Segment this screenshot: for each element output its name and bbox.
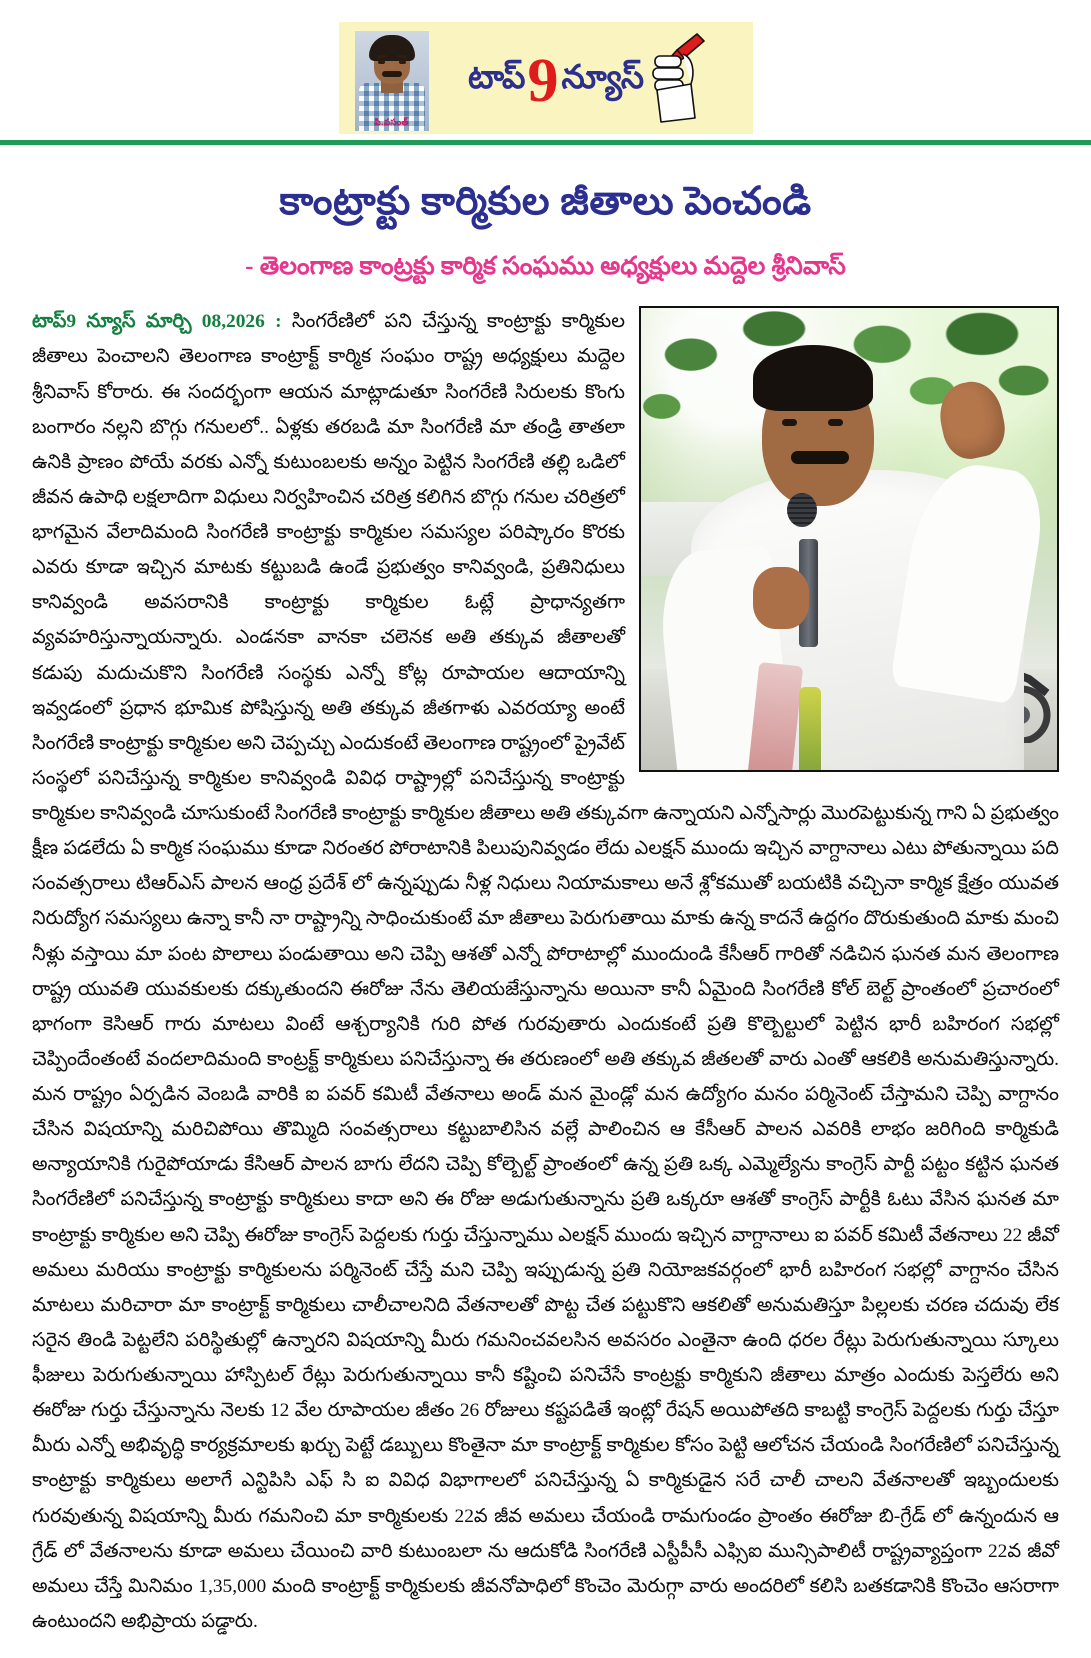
article-dateline: టాప్9 న్యూస్ మార్చి 08,2026 : xyxy=(32,311,292,333)
photo-speaker-scarf-secondary xyxy=(799,687,821,772)
brand-number-nine: 9 xyxy=(527,46,559,115)
page-subtitle: - తెలంగాణ కాంట్రక్టు కార్మిక సంఘము అధ్యక్షులు మద్దెల శ్రీనివాస్ xyxy=(245,253,846,281)
brand-word-news: న్యూస్ xyxy=(561,59,643,96)
photo-speaker-hand-holding-mic xyxy=(753,567,809,629)
article-text-full: అతి తక్కువగా ఉన్నాయని ఎన్నోసార్లు మొరపెట్టుకున్న గాని ఏ ప్రభుత్వం క్షీణ పడలేదు ఏ కార్మిక సంఘము కూడా నిరంతర పోరాటానికి పిలుపునివ్వడం లేదు ఎలక్షన్ ముందు ఇచ్చిన వాగ్దానాలు ఎటు పోతున్నాయి పది సంవత్సరాలు టిఆర్ఎస్ పాలన ఆంధ్ర ప్రదేశ్ లో ఉన్నప్పుడు నీళ్ల నిధులు నియామకాలు అనే శ్లోకముతో బయటికి వచ్చినా కార్మిక క్షేత్రం యువత నిరుద్యోగ సమస్యలు ఉన్నా కానీ నా రాష్ట్రాన్ని సాధించుకుంటే మా జీతాలు పెరుగుతాయి మాకు ఉన్న కాదనే ఉద్దగం దొరుకుతుంది మాకు మంచి నీళ్లు వస్తాయి మా పంట పొలాలు పండుతాయి అని చెప్పి ఆశతో ఎన్నో పోరాటాల్లో ముందుండి కేసీఆర్ గారితో నడిచిన ఘనత మన తెలంగాణ రాష్ట్ర యువతి యువకులకు దక్కుతుందని ఈరోజు నేను తెలియజేస్తున్నాను అయినా కానీ ఏమైంది సింగరేణి కోల్ బెల్ట్ ప్రాంతంలో ప్రచారంలో భాగంగా కెసిఆర్ గారు మాటలు వింటే ఆశ్చర్యానికి గురి పోత గురవుతారు ఎందుకంటే ప్రతి కొల్బెల్టులో పెట్టిన భారీ బహిరంగ సభల్లో చెప్పిందేంతంటే వందలాదిమంది కాంట్రక్ట్ కార్మికులు పనిచేస్తున్నా ఈ తరుణంలో అతి తక్కువ జీతలతో వారు ఎంతో ఆకలికి అనుమతిస్తున్నారు. మన రాష్ట్రం ఏర్పడిన వెంబడి వారికి ఐ పవర్ కమిటీ వేతనాలు అండ్ మన మైండ్లో మన ఉద్యోగం మనం పర్మినెంట్ చేస్తామని చెప్పి వాగ్దానం చేసిన విషయాన్ని మరిచిపోయి తొమ్మిది సంవత్సరాలు కట్టుబాలిసిన వల్లే పాలించిన ఆ కేసీఆర్ పాలన ఎవరికి లాభం జరిగింది కార్మికుడి అన్యాయానికి గురైపోయాడు కేసిఆర్ పాలన బాగు లేదని చెప్పి కోల్బెల్ట్ ప్రాంతంలో ఉన్న ప్రతి ఒక్క ఎమ్మెల్యేను కాంగ్రెస్ పార్టీ పట్టం కట్టిన ఘనత సింగరేణిలో పనిచేస్తున్న కాంట్రాక్టు కార్మికులు కాదా అని ఈ రోజు అడుగుతున్నాను ప్రతి ఒక్కరూ ఆశతో కాంగ్రెస్ పార్టీకి ఓటు వేసిన ఘనత మా కాంట్రాక్టు కార్మికుల అని చెప్పి ఈరోజు కాంగ్రెస్ పెద్దలకు గుర్తు చేస్తున్నాము ఎలక్షన్ ముందు ఇచ్చిన వాగ్దానాలు ఐ పవర్ కమిటీ వేతనాలు 22 జీవో అమలు మరియు కాంట్రాక్టు కార్మికులను పర్మినెంట్ చేస్తే మని చెప్పి ఇప్పుడున్న ప్రతి నియోజకవర్గంలో భారీ బహిరంగ సభల్లో వాగ్దానం చేసిన మాటలు మరిచారా మా కాంట్రాక్ట్ కార్మికులు చాలీచాలనిది వేతనాలతో పొట్ట చేత పట్టుకొని ఆకలితో అనుమతిస్తూ పిల్లలకు చరణ చదువు లేక సరైన తిండి పెట్టలేని పరిస్థితుల్లో ఉన్నారని విషయాన్ని మీరు గమనించవలసిన అవసరం ఎంతైనా ఉంది ధరల రేట్లు పెరుగుతున్నాయి స్కూలు ఫీజులు పెరుగుతున్నాయి హాస్పిటల్ రేట్లు పెరుగుతున్నాయి కానీ కష్టించి పనిచేసే కాంట్రక్టు కార్మికుని జీతాలు మాత్రం ఎందుకు పెస్తలేరు అని ఈరోజు గుర్తు చేస్తున్నాను నెలకు 12 వేల రూపాయల జీతం 26 రోజులు కష్టపడితే ఇంట్లో రేషన్ అయిపోతది కాబట్టి కాంగ్రెస్ పెద్దలకు గుర్తు చేస్తూ మీరు ఎన్నో అభివృద్ధి కార్యక్రమాలకు ఖర్చు పెట్టే డబ్బులు కొంతైనా మా కాంట్రాక్ట్ కార్మికుల కోసం పెట్టి ఆలోచన చేయండి సింగరేణిలో పనిచేస్తున్న కాంట్రాక్టు కార్మికులు అలాగే ఎన్టిపిసి ఎఫ్ సి ఐ వివిధ విభాగాలలో పనిచేస్తున్న ఏ కార్మికుడైన సరే చాలీ చాలని వేతనాలతో ఇబ్బందులకు గురవుతున్న విషయాన్ని మీరు గమనించి మా కార్మికులకు 22వ జీవ అమలు చేయండి రామగుండం ప్రాంతం ఈరోజు బి-గ్రేడ్ లో ఉన్నందున ఆ గ్రేడ్ లో వేతనాలను కూడా అమలు చేయించి వారి కుటుంబలా ను ఆదుకోడి సింగరేణి ఎస్టీపీసీ ఎఫ్సిఐ మున్సిపాలిటీ రాష్ట్రవ్యాప్తంగా 22వ జీవో అమలు చేస్తే మినిమం 1,35,000 మంది కాంట్రాక్ట్ కార్మికులకు జీవనోపాధిలో కొంచెం మెరుగ్గా వారు అందరిలో కలిసి బతకడానికి కొంచెం ఆసరాగా ఉంటుందని అభిప్రాయ పడ్డారు. xyxy=(32,803,1059,1632)
portrait-eye-right xyxy=(399,60,406,64)
photo-speaker-moustache xyxy=(791,451,849,464)
page-title: కాంట్రాక్టు కార్మికుల జీతాలు పెంచండి xyxy=(279,180,812,223)
masthead-divider-rule xyxy=(0,140,1091,145)
newspaper-masthead xyxy=(339,22,753,134)
portrait-hair xyxy=(369,35,415,61)
microphone-head xyxy=(787,493,817,527)
portrait-brow-left xyxy=(377,55,387,58)
portrait-brow-right xyxy=(397,55,407,58)
fist-holding-pencil-icon xyxy=(647,32,709,124)
portrait-moustache xyxy=(382,71,402,77)
article-body xyxy=(32,304,1059,1658)
photo-speaker-eye-left xyxy=(782,419,797,426)
masthead-container xyxy=(0,0,1091,134)
editor-portrait xyxy=(355,31,429,131)
portrait-eye-left xyxy=(378,60,385,64)
brand-word-top: టాప్ xyxy=(467,59,525,96)
article-text-wrapped: సింగరేణిలో పని చేస్తున్న కాంట్రాక్టు కార్మికుల జీతాలు పెంచాలని తెలంగాణ కాంట్రాక్ట్ కార్మిక సంఘం రాష్ట్ర అధ్యక్షులు మద్దెల శ్రీనివాస్ కోరారు. ఈ సందర్భంగా ఆయన మాట్లాడుతూ సింగరేణి సిరులకు కొంగు బంగారం నల్లని బొగ్గు గనులలో.. ఏళ్లకు తరబడి మా సింగరేణి మా తండ్రి తాతలా ఉనికి ప్రాణం పోయే వరకు ఎన్నో కుటుంబలకు అన్నం పెట్టిన సింగరేణి తల్లి ఒడిలో జీవన ఉపాధి లక్షలాదిగా విధులు నిర్వహించిన చరిత్ర కలిగిన బొగ్గు గనుల చరిత్రలో భాగమైన వేలాదిమంది సింగరేణి కాంట్రాక్టు కార్మికుల సమస్యల పరిష్కారం కొరకు ఎవరు కూడా ఇచ్చిన మాటకు కట్టుబడి ఉండే ప్రభుత్వం కానివ్వండి, ప్రతినిధులు కానివ్వండి అవసరానికి కాంట్రాక్టు కార్మికుల ఓట్లే ప్రాధాన్యతగా వ్యవహరిస్తున్నాయన్నారు. ఎండనకా వానకా చలెనక అతి తక్కువ జీతాలతో కడుపు మదుచుకొని సింగరేణి సంస్థకు ఎన్నో కోట్ల రూపాయల ఆదాయాన్ని ఇవ్వడంలో ప్రధాన భూమిక పోషిస్తున్న అతి తక్కువ జీతగాళు ఎవరయ్యా అంటే సింగరేణి కాంట్రాక్టు కార్మికుల అని చెప్పచ్చు ఎందుకంటే తెలంగాణ రాష్ట్రంలో ప్రైవేట్ సంస్థలో పనిచేస్తున్న కార్మికుల కానివ్వండి వివిధ రాష్ట్రాల్లో పనిచేస్తున్న కాంట్రాక్టు కార్మికుల కానివ్వండి చూసుకుంటే సింగరేణి కాంట్రాక్టు కార్మికుల జీతాలు xyxy=(32,311,625,825)
editor-name-caption: పి.వసంత్ xyxy=(374,117,409,127)
masthead-title-group xyxy=(429,32,753,124)
photo-speaker-eye-right xyxy=(828,419,843,426)
photo-speaker-hair xyxy=(753,345,873,411)
speaker-with-microphone-photo xyxy=(639,306,1059,772)
